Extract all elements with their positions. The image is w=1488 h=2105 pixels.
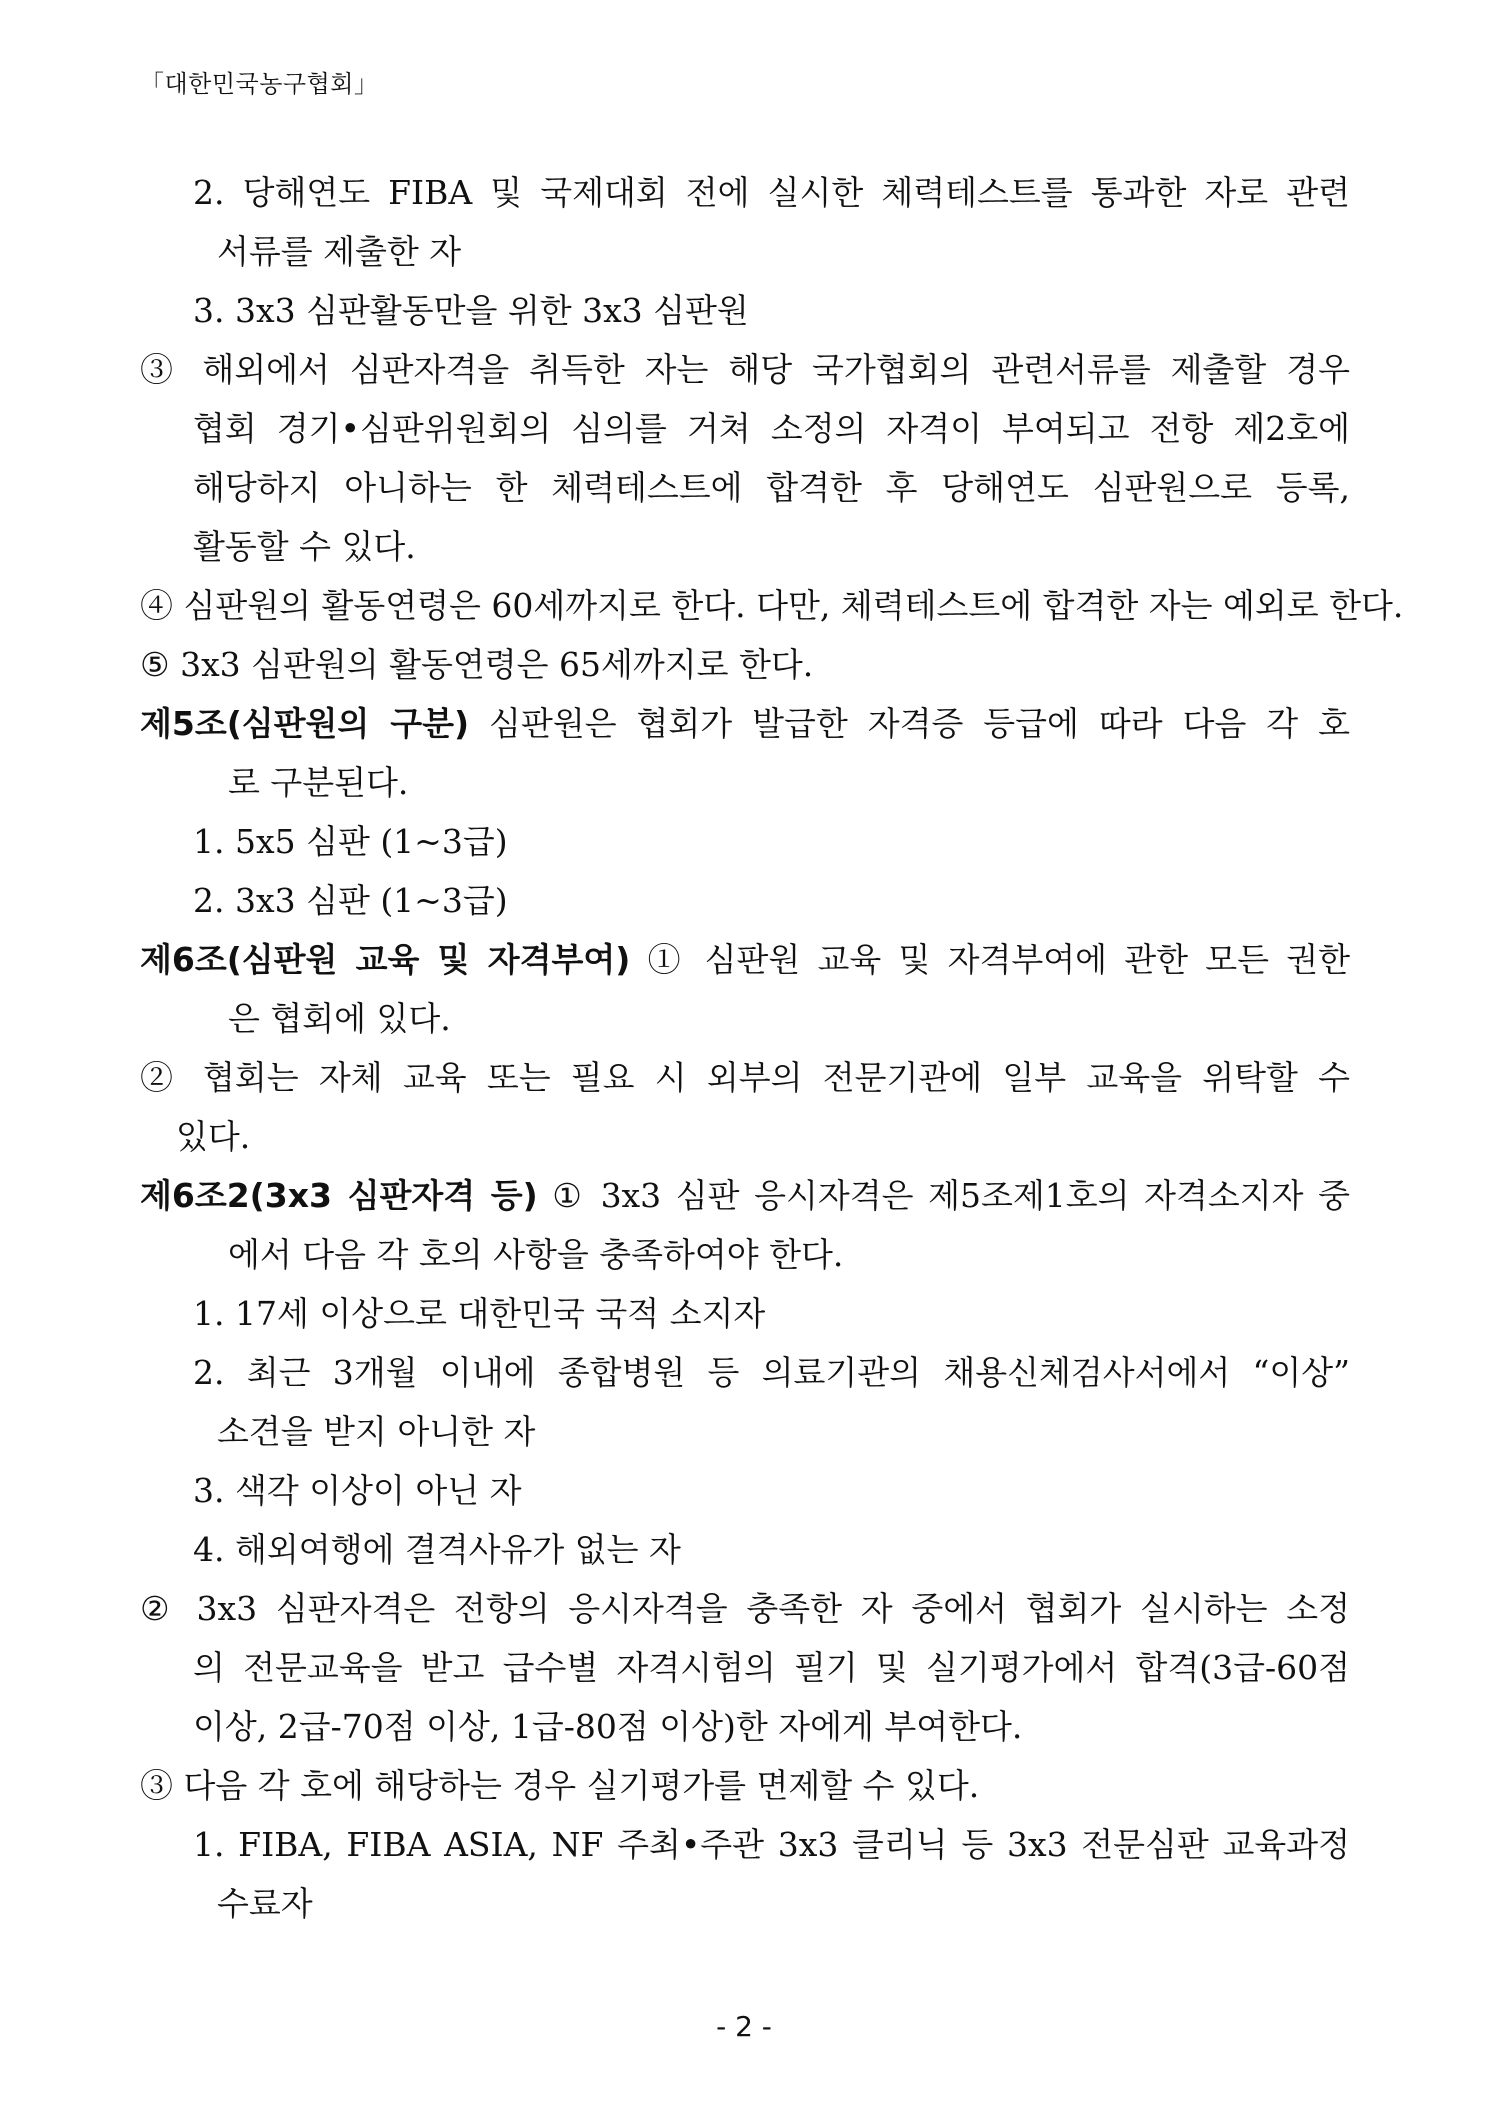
line-text: ② 협회는 자체 교육 또는 필요 시 외부의 전문기관에 일부 교육을 위탁할 수 [140, 1058, 1350, 1097]
text-line [140, 458, 1350, 517]
line-text: 은 협회에 있다. [228, 999, 451, 1038]
text-line [140, 576, 1404, 635]
line-text: 서류를 제출한 자 [217, 232, 462, 271]
line-text: 2. 3x3 심판 (1~3급) [193, 881, 508, 920]
text-line [140, 1815, 1350, 1874]
text-line [140, 930, 1350, 989]
line-text: ④ 심판원의 활동연령은 60세까지로 한다. 다만, 체력테스트에 합격한 자는 예외로 한다. [140, 586, 1404, 625]
line-text: 소견을 받지 아니한 자 [217, 1412, 536, 1451]
line-text: 2. 당해연도 FIBA 및 국제대회 전에 실시한 체력테스트를 통과한 자로 관련 [193, 173, 1350, 212]
line-text: 1. 17세 이상으로 대한민국 국적 소지자 [193, 1294, 766, 1333]
line-text: 1. 5x5 심판 (1~3급) [193, 822, 508, 861]
line-text: 의 전문교육을 받고 급수별 자격시험의 필기 및 실기평가에서 합격(3급-60점 [193, 1648, 1350, 1687]
text-line [140, 222, 1350, 281]
text-line [140, 1343, 1350, 1402]
text-line [140, 1166, 1350, 1225]
line-text: 협회 경기•심판위원회의 심의를 거쳐 소정의 자격이 부여되고 전항 제2호에 [193, 409, 1350, 448]
text-line [140, 1520, 1350, 1579]
text-line [140, 1756, 1350, 1815]
line-text: ③ 다음 각 호에 해당하는 경우 실기평가를 면제할 수 있다. [140, 1766, 980, 1805]
line-text: 이상, 2급-70점 이상, 1급-80점 이상)한 자에게 부여한다. [193, 1707, 1023, 1746]
text-line [140, 1579, 1350, 1638]
text-line [140, 340, 1350, 399]
line-text: 심판원은 협회가 발급한 자격증 등급에 따라 다음 각 호 [469, 704, 1350, 743]
line-text: 해당하지 아니하는 한 체력테스트에 합격한 후 당해연도 심판원으로 등록, [193, 468, 1350, 507]
text-line [140, 1638, 1350, 1697]
text-line [140, 871, 1350, 930]
article-title: 제6조2(3x3 심판자격 등) [140, 1176, 538, 1215]
line-text: ⑤ 3x3 심판원의 활동연령은 65세까지로 한다. [140, 645, 814, 684]
text-line [140, 163, 1350, 222]
text-line [140, 1697, 1350, 1756]
line-text: 1. FIBA, FIBA ASIA, NF 주최•주관 3x3 클리닉 등 3x3 전문심판 교육과정 [193, 1825, 1350, 1864]
line-text: 로 구분된다. [228, 763, 409, 802]
document-header: 「대한민국농구협회」 [140, 70, 379, 98]
text-line [140, 1284, 1350, 1343]
text-line [140, 694, 1350, 753]
article-title: 제5조(심판원의 구분) [140, 704, 470, 743]
line-text: 활동할 수 있다. [193, 527, 416, 566]
text-line [140, 753, 1350, 812]
document-body [140, 163, 1404, 1933]
line-text: 3. 3x3 심판활동만을 위한 3x3 심판원 [193, 291, 749, 330]
line-text: ① 3x3 심판 응시자격은 제5조제1호의 자격소지자 중 [537, 1176, 1350, 1215]
line-text: 4. 해외여행에 결격사유가 없는 자 [193, 1530, 681, 1569]
text-line [140, 989, 1350, 1048]
text-line [140, 399, 1350, 458]
line-text: 3. 색각 이상이 아닌 자 [193, 1471, 522, 1510]
text-line [140, 517, 1350, 576]
line-text: ② 3x3 심판자격은 전항의 응시자격을 충족한 자 중에서 협회가 실시하는 소정 [140, 1589, 1350, 1628]
text-line [140, 812, 1350, 871]
line-text: ① 심판원 교육 및 자격부여에 관한 모든 권한 [630, 940, 1350, 979]
line-text: 수료자 [217, 1884, 313, 1923]
text-line [140, 1225, 1350, 1284]
article-title: 제6조(심판원 교육 및 자격부여) [140, 940, 631, 979]
text-line [140, 1048, 1350, 1107]
text-line [140, 1107, 1350, 1166]
text-line [140, 281, 1350, 340]
text-line [140, 635, 1350, 694]
page-number: - 2 - [716, 2010, 772, 2043]
line-text: 에서 다음 각 호의 사항을 충족하여야 한다. [228, 1235, 844, 1274]
text-line [140, 1402, 1350, 1461]
line-text: 2. 최근 3개월 이내에 종합병원 등 의료기관의 채용신체검사서에서 “이상” [193, 1353, 1350, 1392]
line-text: ③ 해외에서 심판자격을 취득한 자는 해당 국가협회의 관련서류를 제출할 경우 [140, 350, 1350, 389]
text-line [140, 1874, 1350, 1933]
text-line [140, 1461, 1350, 1520]
line-text: 있다. [176, 1117, 251, 1156]
